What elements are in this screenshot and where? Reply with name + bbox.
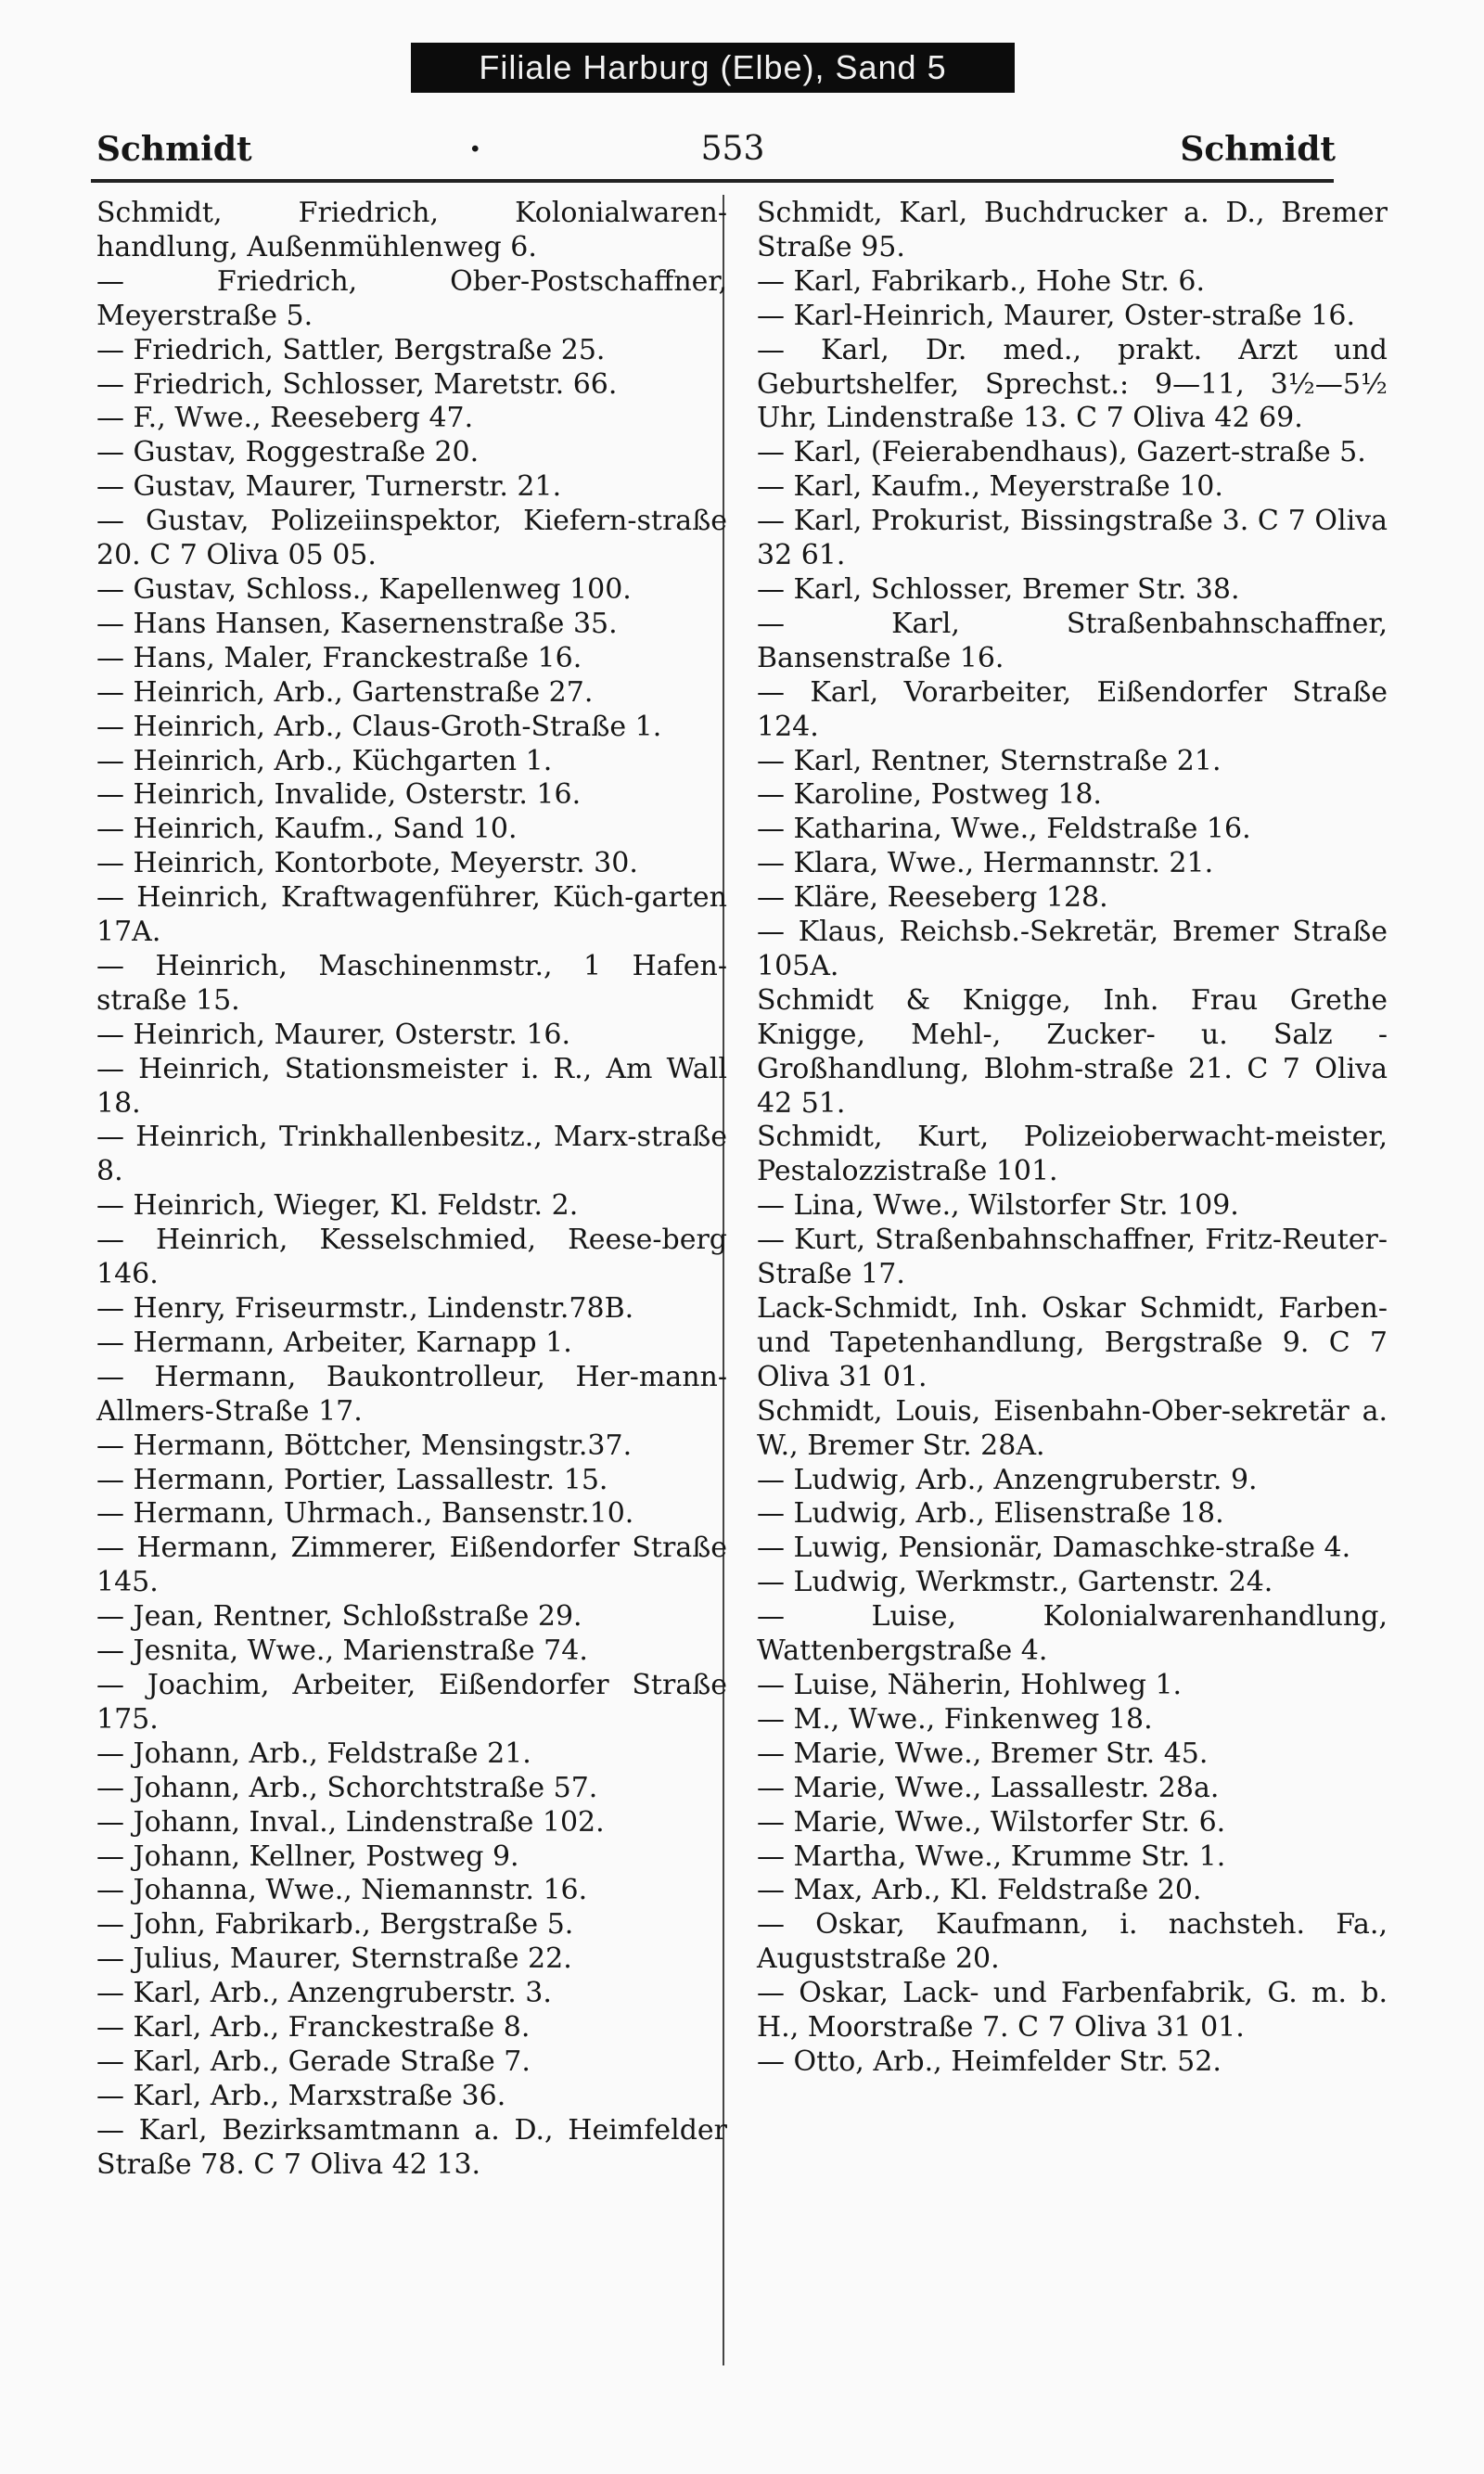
directory-entry: Lack-Schmidt, Inh. Oskar Schmidt, Farben- und Tapetenhandlung, Bergstraße 9. C 7 Oliva 31 01. xyxy=(757,1292,1388,1393)
directory-entry: — Johann, Arb., Schorchtstraße 57. xyxy=(96,1771,598,1804)
directory-entry: — Ludwig, Arb., Elisenstraße 18. xyxy=(757,1497,1224,1531)
directory-entry: — Karl-Heinrich, Maurer, Oster-straße 16. xyxy=(757,299,1355,332)
directory-entry: — Gustav, Schloss., Kapellenweg 100. xyxy=(96,572,632,606)
directory-entry: — Karl, Schlosser, Bremer Str. 38. xyxy=(757,572,1240,606)
directory-entry: — Oskar, Lack- und Farbenfabrik, G. m. b. H., Moorstraße 7. C 7 Oliva 31 01. xyxy=(757,1977,1388,2045)
directory-entry: — Heinrich, Maurer, Osterstr. 16. xyxy=(96,1018,571,1051)
directory-entry: — Jesnita, Wwe., Marienstraße 74. xyxy=(96,1634,588,1668)
directory-entry: — Luwig, Pensionär, Damaschke-straße 4. xyxy=(757,1532,1351,1565)
running-head-left: Schmidt xyxy=(96,130,252,169)
right-column xyxy=(757,197,1388,2080)
directory-entry: — Karl, Prokurist, Bissingstraße 3. C 7 Oliva 32 61. xyxy=(757,505,1388,572)
directory-entry: — Karl, Arb., Franckestraße 8. xyxy=(96,2011,531,2045)
header-rule xyxy=(91,179,1334,183)
directory-entry: — Johann, Kellner, Postweg 9. xyxy=(96,1839,519,1873)
directory-entry: — Heinrich, Kesselschmied, Reese-berg 146. xyxy=(96,1224,727,1291)
directory-entry: — Karl, Vorarbeiter, Eißendorfer Straße 124. xyxy=(757,675,1388,743)
directory-entry: — Heinrich, Wieger, Kl. Feldstr. 2. xyxy=(96,1189,579,1223)
directory-entry: — Hermann, Böttcher, Mensingstr.37. xyxy=(96,1429,633,1462)
directory-entry: — Klaus, Reichsb.-Sekretär, Bremer Straße 105A. xyxy=(757,916,1388,982)
directory-entry: — Karl, Fabrikarb., Hohe Str. 6. xyxy=(757,264,1206,298)
directory-entry: — Karl, Arb., Anzengruberstr. 3. xyxy=(96,1977,552,2010)
directory-entry: Schmidt, Kurt, Polizeioberwacht-meister, Pestalozzistraße 101. xyxy=(757,1121,1388,1188)
directory-entry: — Friedrich, Schlosser, Maretstr. 66. xyxy=(96,367,618,401)
directory-entry: — Heinrich, Arb., Küchgarten 1. xyxy=(96,744,553,777)
directory-entry: — Karl, Arb., Gerade Straße 7. xyxy=(96,2045,531,2078)
running-head-dot: · xyxy=(469,130,481,169)
directory-entry: — Heinrich, Maschinenmstr., 1 Hafen-straße 15. xyxy=(96,949,727,1017)
directory-entry: — Heinrich, Invalide, Osterstr. 16. xyxy=(96,778,582,812)
running-head-right: Schmidt xyxy=(1180,130,1336,169)
directory-entry: — Hermann, Portier, Lassallestr. 15. xyxy=(96,1463,608,1496)
branch-stamp: Filiale Harburg (Elbe), Sand 5 xyxy=(411,43,1015,93)
directory-entry: — Otto, Arb., Heimfelder Str. 52. xyxy=(757,2045,1222,2078)
directory-entry: — Henry, Friseurmstr., Lindenstr.78B. xyxy=(96,1292,634,1325)
directory-entry: — Luise, Näherin, Hohlweg 1. xyxy=(757,1668,1183,1701)
directory-entry: — Heinrich, Kraftwagenführer, Küch-garten 17A. xyxy=(96,881,727,949)
directory-entry: — Hermann, Arbeiter, Karnapp 1. xyxy=(96,1326,572,1359)
directory-entry: — Karl, Arb., Marxstraße 36. xyxy=(96,2079,506,2112)
directory-entry: — Hans, Maler, Franckestraße 16. xyxy=(96,641,582,674)
directory-entry: — Johanna, Wwe., Niemannstr. 16. xyxy=(96,1874,588,1907)
directory-entry: — Heinrich, Arb., Gartenstraße 27. xyxy=(96,675,594,709)
directory-entry: — Heinrich, Arb., Claus-Groth-Straße 1. xyxy=(96,710,662,743)
directory-entry: Schmidt, Louis, Eisenbahn-Ober-sekretär a. W., Bremer Str. 28A. xyxy=(757,1394,1388,1462)
directory-entry: — Hermann, Uhrmach., Bansenstr.10. xyxy=(96,1497,634,1531)
directory-entry: — Julius, Maurer, Sternstraße 22. xyxy=(96,1942,572,1976)
directory-entry: — Karoline, Postweg 18. xyxy=(757,778,1102,812)
directory-entry: Schmidt, Karl, Buchdrucker a. D., Bremer Straße 95. xyxy=(757,197,1388,263)
directory-entry: Schmidt, Friedrich, Kolonialwaren-handlung, Außenmühlenweg 6. xyxy=(96,197,727,263)
directory-entry: — Friedrich, Ober-Postschaffner, Meyerstraße 5. xyxy=(96,264,727,332)
directory-entry: — Marie, Wwe., Bremer Str. 45. xyxy=(757,1737,1209,1770)
directory-entry: — Klara, Wwe., Hermannstr. 21. xyxy=(757,847,1214,880)
directory-entry: — Heinrich, Kontorbote, Meyerstr. 30. xyxy=(96,847,638,880)
directory-entry: — Kurt, Straßenbahnschaffner, Fritz-Reuter-Straße 17. xyxy=(757,1224,1388,1291)
directory-entry: — Karl, Dr. med., prakt. Arzt und Geburtshelfer, Sprechst.: 9—11, 3½—5½ Uhr, Lindenstraße 13. C 7 Oliva 42 69. xyxy=(757,333,1388,435)
directory-entry: — Karl, Kaufm., Meyerstraße 10. xyxy=(757,470,1223,504)
directory-entry: — M., Wwe., Finkenweg 18. xyxy=(757,1702,1153,1736)
directory-entry: — Ludwig, Arb., Anzengruberstr. 9. xyxy=(757,1463,1258,1496)
directory-entry: — Karl, (Feierabendhaus), Gazert-straße 5. xyxy=(757,436,1366,469)
directory-entry: — John, Fabrikarb., Bergstraße 5. xyxy=(96,1908,574,1942)
directory-entry: — Oskar, Kaufmann, i. nachsteh. Fa., Auguststraße 20. xyxy=(757,1908,1388,1976)
directory-entry: — Karl, Rentner, Sternstraße 21. xyxy=(757,744,1222,777)
directory-entry: — Johann, Arb., Feldstraße 21. xyxy=(96,1737,531,1770)
directory-entry: — Hans Hansen, Kasernenstraße 35. xyxy=(96,607,618,640)
directory-entry: — Gustav, Roggestraße 20. xyxy=(96,436,480,469)
directory-entry: Schmidt & Knigge, Inh. Frau Grethe Knigge, Mehl-, Zucker- u. Salz - Großhandlung, Blohm-straße 21. C 7 Oliva 42 51. xyxy=(757,983,1388,1120)
directory-entry: — Johann, Inval., Lindenstraße 102. xyxy=(96,1805,605,1839)
directory-entry: — Ludwig, Werkmstr., Gartenstr. 24. xyxy=(757,1566,1273,1599)
page-number: 553 xyxy=(700,130,765,168)
directory-entry: — Lina, Wwe., Wilstorfer Str. 109. xyxy=(757,1189,1239,1223)
directory-entry: — Karl, Bezirksamtmann a. D., Heimfelder Straße 78. C 7 Oliva 42 13. xyxy=(96,2113,727,2181)
directory-entry: — Gustav, Polizeiinspektor, Kiefern-straße 20. C 7 Oliva 05 05. xyxy=(96,505,727,572)
left-column xyxy=(96,197,727,2183)
directory-entry: — Max, Arb., Kl. Feldstraße 20. xyxy=(757,1874,1202,1907)
directory-entry: — Friedrich, Sattler, Bergstraße 25. xyxy=(96,333,606,366)
directory-entry: — Katharina, Wwe., Feldstraße 16. xyxy=(757,813,1251,846)
directory-entry: — Heinrich, Trinkhallenbesitz., Marx-straße 8. xyxy=(96,1121,727,1188)
directory-entry: — Hermann, Baukontrolleur, Her-mann-Allmers-Straße 17. xyxy=(96,1360,727,1428)
directory-entry: — Kläre, Reeseberg 128. xyxy=(757,881,1108,915)
directory-entry: — Heinrich, Stationsmeister i. R., Am Wall 18. xyxy=(96,1052,727,1120)
directory-entry: — Joachim, Arbeiter, Eißendorfer Straße 175. xyxy=(96,1668,727,1736)
directory-entry: — Marie, Wwe., Wilstorfer Str. 6. xyxy=(757,1805,1226,1839)
directory-entry: — Karl, Straßenbahnschaffner, Bansenstraße 16. xyxy=(757,607,1388,674)
directory-entry: — F., Wwe., Reeseberg 47. xyxy=(96,402,474,435)
directory-entry: — Marie, Wwe., Lassallestr. 28a. xyxy=(757,1771,1220,1804)
directory-entry: — Hermann, Zimmerer, Eißendorfer Straße 145. xyxy=(96,1532,727,1599)
directory-entry: — Martha, Wwe., Krumme Str. 1. xyxy=(757,1839,1226,1873)
directory-entry: — Heinrich, Kaufm., Sand 10. xyxy=(96,813,518,846)
directory-entry: — Luise, Kolonialwarenhandlung, Wattenbergstraße 4. xyxy=(757,1600,1388,1668)
directory-entry: — Jean, Rentner, Schloßstraße 29. xyxy=(96,1600,582,1634)
directory-entry: — Gustav, Maurer, Turnerstr. 21. xyxy=(96,470,562,504)
